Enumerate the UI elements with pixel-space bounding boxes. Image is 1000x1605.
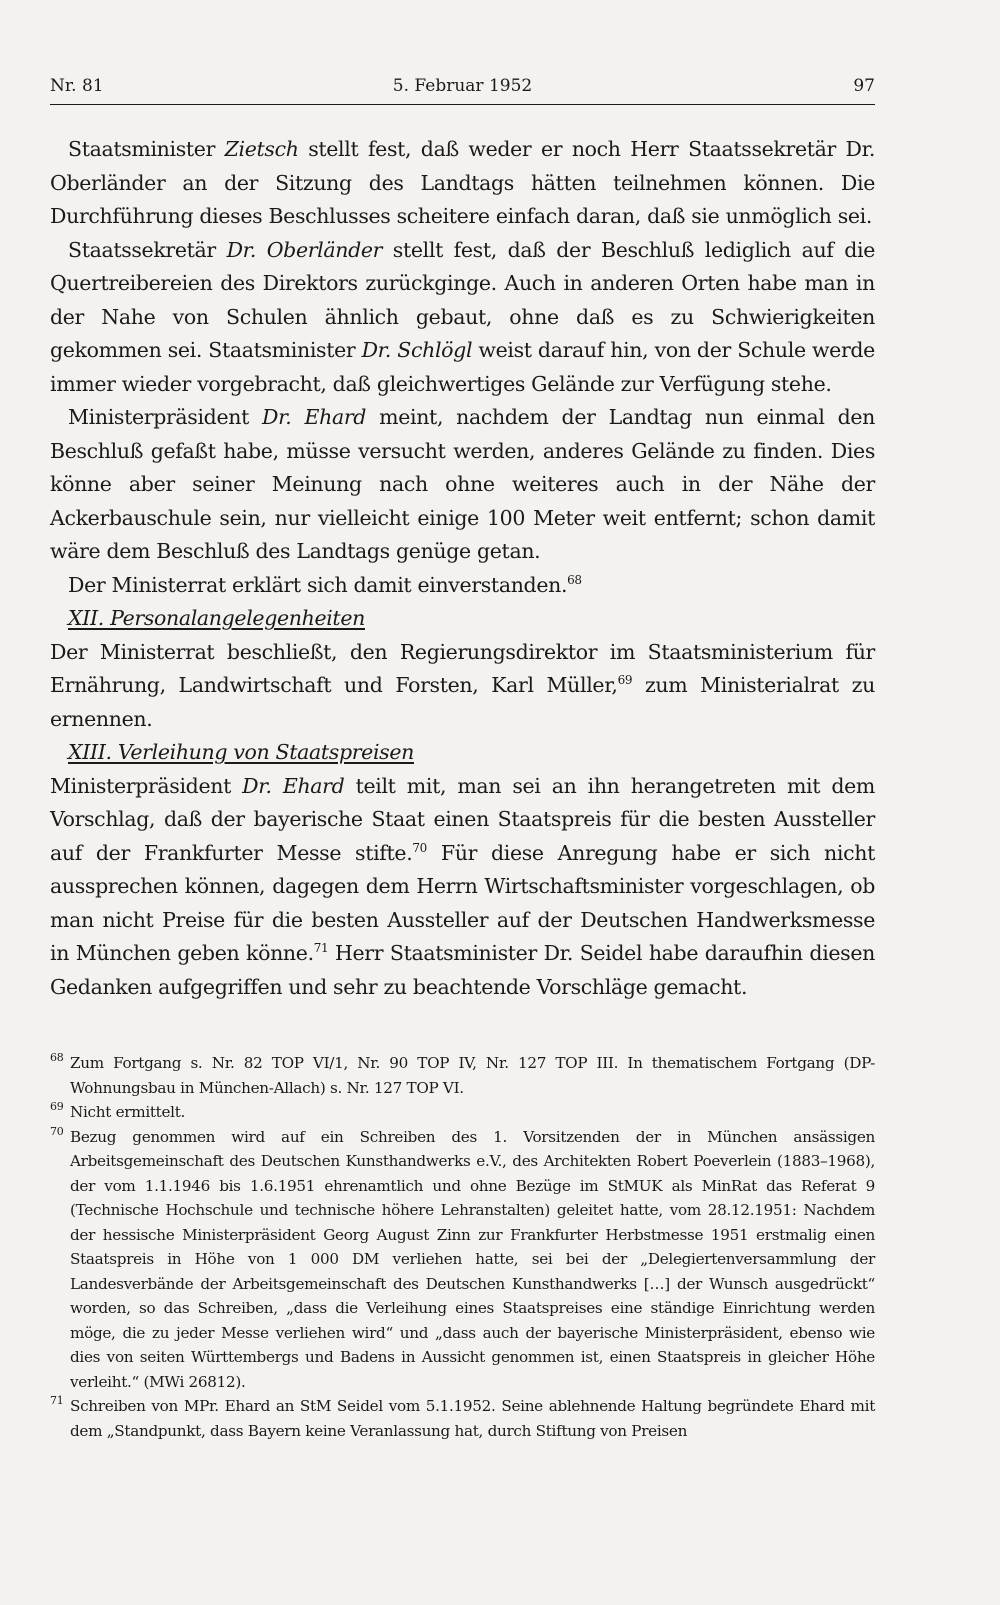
section-heading-xiii: XIII. Verleihung von Staatspreisen — [68, 740, 414, 764]
footnote-number: 71 — [50, 1394, 64, 1407]
footnote-ref: 68 — [567, 572, 582, 587]
footnote-ref: 70 — [412, 840, 427, 855]
speaker-name: Dr. Schlögl — [361, 338, 473, 362]
document-date: 5. Februar 1952 — [392, 76, 533, 96]
footnote-70 — [50, 1125, 875, 1395]
paragraph-ehard-landtag: Ministerpräsident Dr. Ehard meint, nachdem der Landtag nun einmal den Beschluß gefaßt habe, müsse versucht werden, anderes Gelände zu finden. Dies könne aber seiner Meinung nach ohne weiteres auch in der Nähe der Ackerbauschule sein, nur vielleicht einige 100 Meter weit entfernt; schon damit wäre dem Beschluß des Landtags genüge getan. — [50, 405, 875, 563]
footnotes — [50, 1051, 875, 1443]
paragraph-decision: Der Ministerrat erklärt sich damit einverstanden.$^{68}$ — [68, 572, 582, 597]
document-number: Nr. 81 — [50, 76, 104, 96]
footnote-68 — [50, 1051, 875, 1100]
paragraph-zietsch: Staatsminister Zietsch stellt fest, daß weder er noch Herr Staatssekretär Dr. Oberländer an der Sitzung des Landtags hätten teilnehmen können. Die Durchführung dieses Beschlusses scheitere einfach daran, daß sie unmöglich sei. — [50, 137, 875, 228]
footnote-69 — [50, 1100, 875, 1125]
footnote-text: Schreiben von MPr. Ehard an StM Seidel vom 5.1.1952. Seine ablehnende Haltung begründete Ehard mit dem „Standpunkt, dass Bayern keine Veranlassung hat, durch Stiftung von Preisen — [70, 1397, 875, 1440]
body-text — [50, 133, 875, 1004]
footnote-text: Nicht ermittelt. — [70, 1103, 186, 1121]
footnote-number: 68 — [50, 1051, 64, 1064]
paragraph-oberlaender: Staatssekretär Dr. Oberländer stellt fest, daß der Beschluß lediglich auf die Quertreibereien des Direktors zurückginge. Auch in anderen Orten habe man in der Nahe von Schulen ähnlich gebaut, ohne daß es zu Schwierigkeiten gekommen sei. Staatsminister Dr. Schlögl weist darauf hin, von der Schule werde immer wieder vorgebracht, daß gleichwertiges Gelände zur Verfügung stehe. — [50, 237, 876, 396]
speaker-name: Dr. Oberländer — [226, 237, 383, 262]
paragraph-personal: Der Ministerrat beschließt, den Regierungsdirektor im Staatsministerium für Ernährung, Landwirtschaft und Forsten, Karl Müller,$^{69}$ zum Ministerialrat zu ernennen. — [50, 639, 875, 731]
speaker-name: Dr. Ehard — [242, 773, 345, 798]
footnote-number: 70 — [50, 1124, 64, 1138]
speaker-name: Zietsch — [224, 137, 299, 161]
footnote-text: Zum Fortgang s. Nr. 82 TOP VI/1, Nr. 90 TOP IV, Nr. 127 TOP III. In thematischem Fortgang (DP-Wohnungsbau in München-Allach) s. Nr. 127 TOP VI. — [70, 1054, 875, 1097]
page-header — [50, 74, 875, 105]
paragraph-staatspreise: Ministerpräsident Dr. Ehard teilt mit, man sei an ihn herangetreten mit dem Vorschlag, daß der bayerische Staat einen Staatspreis für die besten Aussteller auf der Frankfurter Messe stifte.$^{70}$ Für diese Anregung habe er sich nicht aussprechen können, dagegen dem Herrn Wirtschaftsminister vorgeschlagen, ob man nicht Preise für die besten Aussteller auf der Deutschen Handwerksmesse in München geben könne.$^{71}$ Herr Staatsminister Dr. Seidel habe daraufhin diesen Gedanken aufgegriffen und sehr zu beachtende Vorschläge gemacht. — [50, 773, 875, 999]
footnote-number: 69 — [50, 1100, 64, 1113]
footnote-text: Bezug genommen wird auf ein Schreiben des 1. Vorsitzenden der in München ansässigen Arbeitsgemeinschaft des Deutschen Kunsthandwerks e.V., des Architekten Robert Poeverlein (1883–1968), der vom 1.1.1946 bis 1.6.1951 ehrenamtlich und ohne Bezüge im StMUK als MinRat das Referat 9 (Technische Hochschule und technische höhere Lehranstalten) geleitet hatte, vom 28.12.1951: Nachdem der hessische Ministerpräsident Georg August Zinn zur Frankfurter Herbstmesse 1951 erstmalig einen Staatspreis in Höhe von 1 000 DM verliehen hatte, sei bei der „Delegiertenversammlung der Landesverbände der Arbeitsgemeinschaft des Deutschen Kunsthandwerks […] der Wunsch ausgedrückt“ worden, so das Schreiben, „dass die Verleihung eines Staatspreises eine ständige Einrichtung werden möge, die zu jeder Messe verliehen wird“ und „dass auch der bayerische Ministerpräsident, ebenso wie dies von seiten Württembergs und Badens in Aussicht genommen ist, einen Staatspreis in gleicher Höhe verleiht.“ (MWi 26812). — [70, 1127, 875, 1391]
footnote-ref: 69 — [617, 673, 633, 688]
section-heading-xii: XII. Personalangelegenheiten — [68, 606, 365, 630]
footnote-ref: 71 — [313, 941, 329, 956]
document-page — [50, 74, 875, 1443]
page-number: 97 — [853, 76, 875, 96]
footnote-71 — [50, 1394, 875, 1443]
speaker-name: Dr. Ehard — [262, 405, 367, 429]
